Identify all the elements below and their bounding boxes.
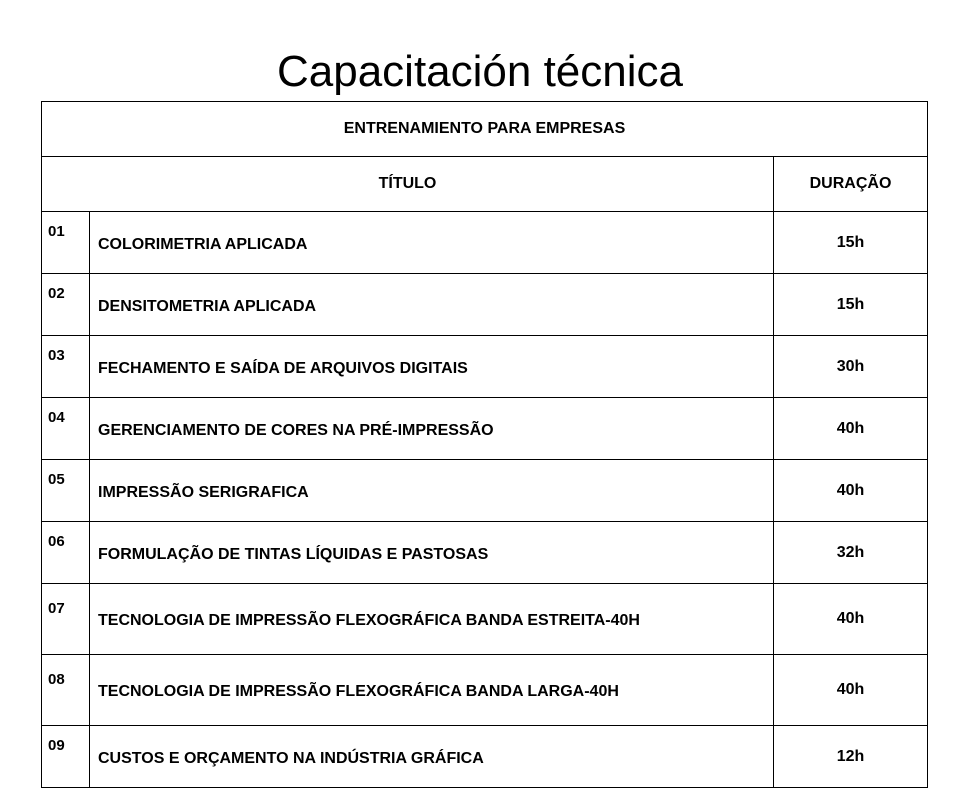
row-number: 02 (42, 274, 90, 336)
course-duration: 40h (774, 460, 928, 522)
course-duration: 15h (774, 212, 928, 274)
table-row (42, 655, 928, 726)
course-name (90, 584, 774, 655)
table-row (42, 460, 928, 522)
course-duration: 40h (774, 655, 928, 726)
course-name: GERENCIAMENTO DE CORES NA PRÉ-IMPRESSÃO (90, 398, 774, 460)
row-number: 04 (42, 398, 90, 460)
row-number: 06 (42, 522, 90, 584)
table-row (42, 274, 928, 336)
header-duration: DURAÇÃO (774, 157, 928, 212)
row-number: 08 (42, 655, 90, 726)
course-duration: 15h (774, 274, 928, 336)
course-table (41, 101, 928, 788)
course-duration: 30h (774, 336, 928, 398)
row-number: 09 (42, 726, 90, 788)
table-header-row (42, 157, 928, 212)
course-name: DENSITOMETRIA APLICADA (90, 274, 774, 336)
course-duration: 40h (774, 584, 928, 655)
table-row (42, 522, 928, 584)
table-caption: ENTRENAMIENTO PARA EMPRESAS (42, 102, 928, 157)
table-row (42, 726, 928, 788)
table-row (42, 336, 928, 398)
course-name: IMPRESSÃO SERIGRAFICA (90, 460, 774, 522)
course-duration: 32h (774, 522, 928, 584)
row-number: 07 (42, 584, 90, 655)
header-title: TÍTULO (42, 157, 774, 212)
row-number: 05 (42, 460, 90, 522)
page-title: Capacitación técnica (276, 47, 683, 96)
course-name (90, 655, 774, 726)
course-name: FECHAMENTO E SAÍDA DE ARQUIVOS DIGITAIS (90, 336, 774, 398)
course-name: CUSTOS E ORÇAMENTO NA INDÚSTRIA GRÁFICA (90, 726, 774, 788)
row-number: 03 (42, 336, 90, 398)
course-name: COLORIMETRIA APLICADA (90, 212, 774, 274)
table-row (42, 398, 928, 460)
course-name: FORMULAÇÃO DE TINTAS LÍQUIDAS E PASTOSAS (90, 522, 774, 584)
table-row (42, 584, 928, 655)
table-caption-row (42, 102, 928, 157)
course-duration: 12h (774, 726, 928, 788)
course-name-text: TECNOLOGIA DE IMPRESSÃO FLEXOGRÁFICA BANDA ESTREITA-40H (98, 612, 640, 629)
row-number: 01 (42, 212, 90, 274)
course-name-text: TECNOLOGIA DE IMPRESSÃO FLEXOGRÁFICA BANDA LARGA-40H (98, 683, 619, 700)
table-row (42, 212, 928, 274)
course-duration: 40h (774, 398, 928, 460)
